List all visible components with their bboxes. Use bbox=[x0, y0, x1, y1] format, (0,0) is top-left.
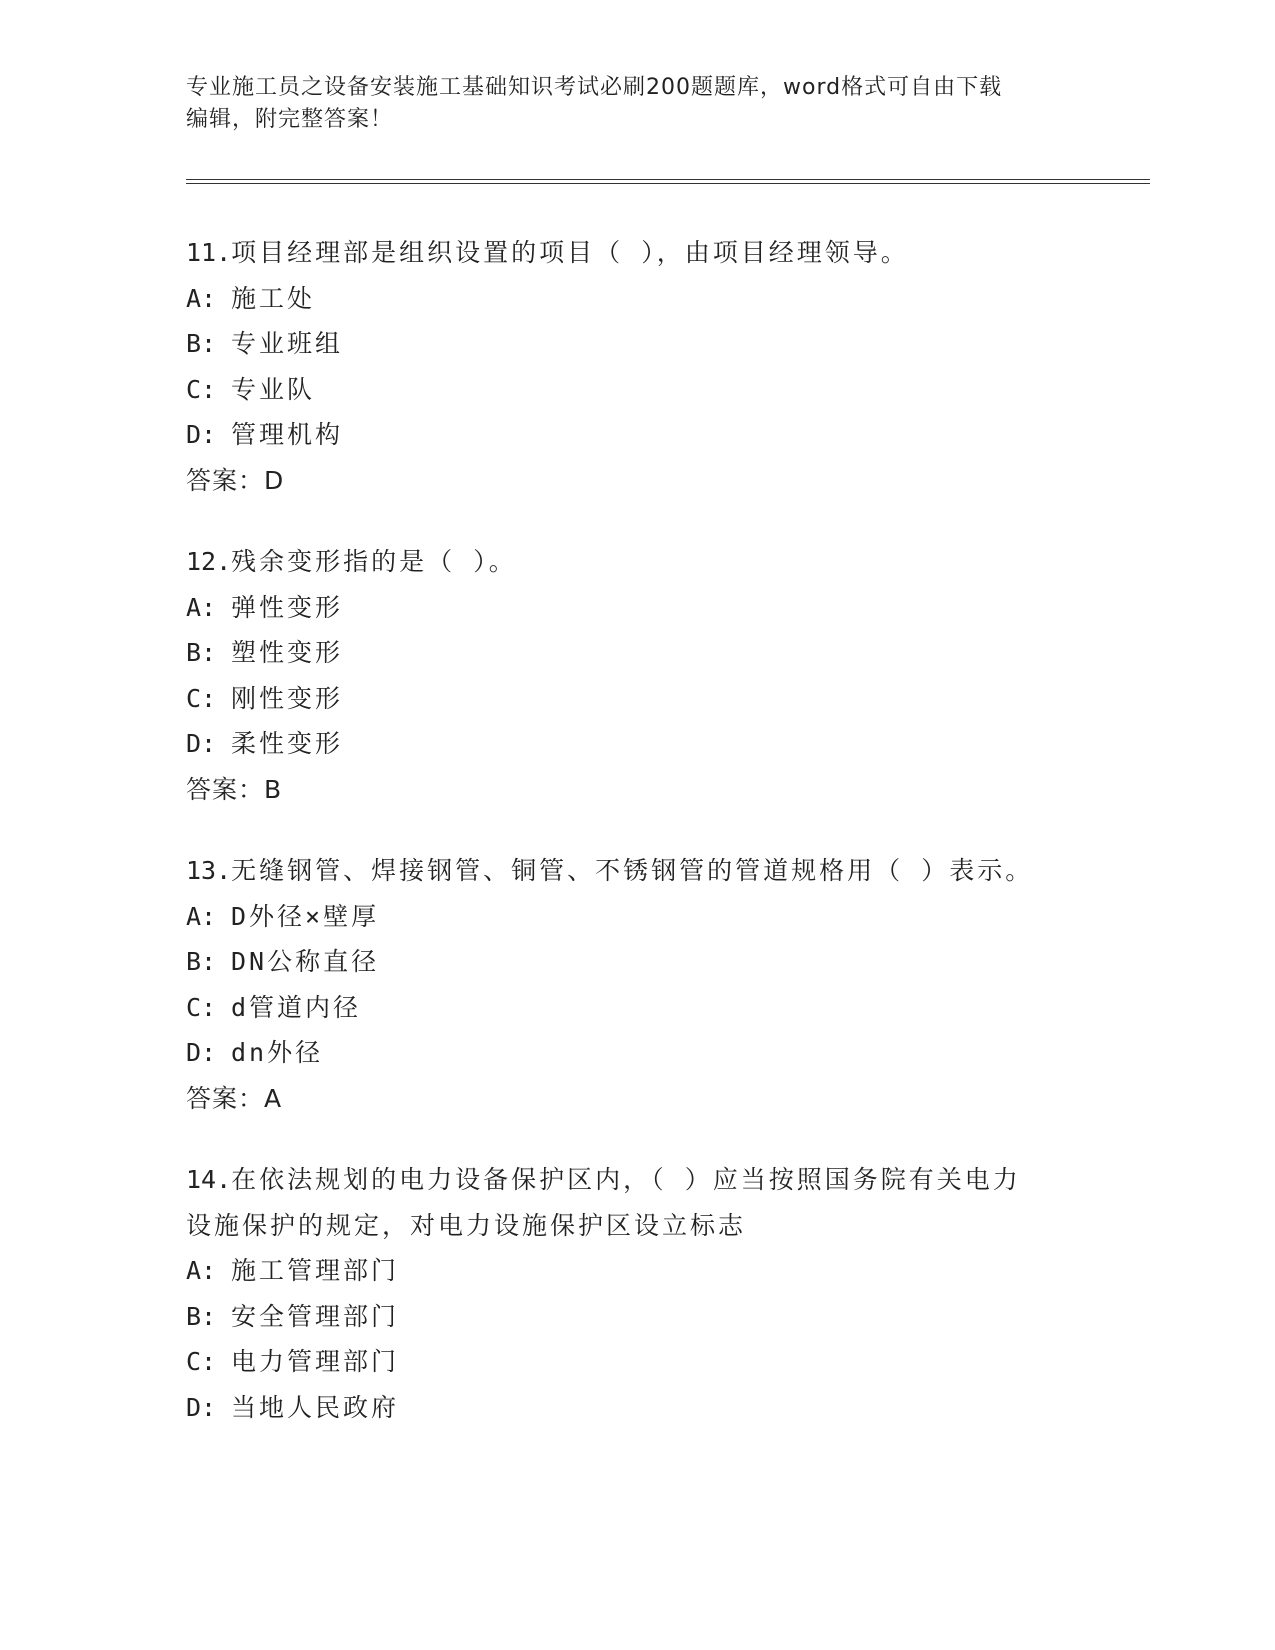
option-text: 专业班组 bbox=[231, 329, 344, 358]
question-12 bbox=[186, 539, 1086, 812]
option-key: B: bbox=[186, 947, 217, 976]
question-stem bbox=[186, 539, 1086, 585]
question-stem-continued: 设施保护的规定，对电力设施保护区设立标志 bbox=[186, 1210, 747, 1240]
option-a bbox=[186, 585, 1086, 631]
header-divider-top bbox=[186, 179, 1150, 180]
option-text: 刚性变形 bbox=[231, 683, 344, 713]
option-a bbox=[186, 276, 1086, 322]
option-text: 施工管理部门 bbox=[231, 1256, 400, 1285]
option-b bbox=[186, 939, 1086, 985]
option-text: 施工处 bbox=[231, 283, 316, 313]
answer-line: 答案：B bbox=[186, 774, 283, 804]
question-text: 项目经理部是组织设置的项目（ ），由项目经理领导。 bbox=[231, 238, 909, 267]
question-stem bbox=[186, 848, 1086, 894]
question-stem bbox=[186, 1157, 1086, 1203]
question-stem bbox=[186, 230, 1086, 276]
question-text: 在依法规划的电力设备保护区内，（ ）应当按照国务院有关电力 bbox=[231, 1165, 1021, 1194]
option-a bbox=[186, 1248, 1086, 1294]
question-text: 无缝钢管、焊接钢管、铜管、不锈钢管的管道规格用（ ）表示。 bbox=[231, 856, 1034, 885]
option-key: A: bbox=[186, 283, 217, 313]
question-number: 13. bbox=[186, 856, 232, 885]
option-key: D: bbox=[186, 1038, 217, 1067]
option-key: C: bbox=[186, 374, 217, 404]
option-text: d管道内径 bbox=[231, 992, 362, 1022]
option-text: 塑性变形 bbox=[231, 638, 344, 667]
option-text: 当地人民政府 bbox=[231, 1392, 400, 1422]
question-text: 残余变形指的是（ ）。 bbox=[231, 547, 517, 576]
option-d bbox=[186, 1030, 1086, 1076]
option-key: C: bbox=[186, 1347, 217, 1376]
option-b bbox=[186, 630, 1086, 676]
option-key: A: bbox=[186, 1256, 217, 1285]
option-d bbox=[186, 1385, 1086, 1431]
option-text: 柔性变形 bbox=[231, 729, 344, 758]
option-key: B: bbox=[186, 329, 217, 358]
option-key: C: bbox=[186, 683, 217, 713]
question-list bbox=[186, 230, 1086, 1430]
option-c bbox=[186, 985, 1086, 1031]
question-number: 12. bbox=[186, 547, 232, 576]
option-key: A: bbox=[186, 592, 217, 622]
question-11 bbox=[186, 230, 1086, 503]
option-c bbox=[186, 367, 1086, 413]
option-b bbox=[186, 1294, 1086, 1340]
option-a bbox=[186, 894, 1086, 940]
header-divider-bottom bbox=[186, 183, 1150, 184]
option-text: D外径×壁厚 bbox=[231, 901, 380, 931]
document-header bbox=[186, 72, 1086, 136]
answer-line: 答案：D bbox=[186, 465, 285, 495]
option-text: 专业队 bbox=[231, 374, 316, 404]
option-key: B: bbox=[186, 1301, 217, 1331]
option-key: A: bbox=[186, 901, 217, 931]
option-text: dn外径 bbox=[231, 1038, 324, 1067]
option-text: 管理机构 bbox=[231, 420, 344, 449]
option-key: D: bbox=[186, 420, 217, 449]
question-14 bbox=[186, 1157, 1086, 1430]
option-key: D: bbox=[186, 1392, 217, 1422]
option-b bbox=[186, 321, 1086, 367]
option-d bbox=[186, 412, 1086, 458]
question-number: 11. bbox=[186, 238, 232, 267]
option-key: C: bbox=[186, 992, 217, 1022]
option-c bbox=[186, 1339, 1086, 1385]
option-text: 弹性变形 bbox=[231, 592, 344, 622]
option-c bbox=[186, 676, 1086, 722]
option-text: 电力管理部门 bbox=[231, 1347, 400, 1376]
question-13 bbox=[186, 848, 1086, 1121]
header-line-2: 编辑，附完整答案！ bbox=[186, 107, 394, 132]
answer-line: 答案：A bbox=[186, 1083, 283, 1113]
option-text: DN公称直径 bbox=[231, 947, 380, 976]
option-text: 安全管理部门 bbox=[231, 1301, 400, 1331]
question-number: 14. bbox=[186, 1165, 232, 1194]
option-key: B: bbox=[186, 638, 217, 667]
option-key: D: bbox=[186, 729, 217, 758]
header-line-1: 专业施工员之设备安装施工基础知识考试必刷200题题库，word格式可自由下载 bbox=[186, 75, 1003, 100]
option-d bbox=[186, 721, 1086, 767]
